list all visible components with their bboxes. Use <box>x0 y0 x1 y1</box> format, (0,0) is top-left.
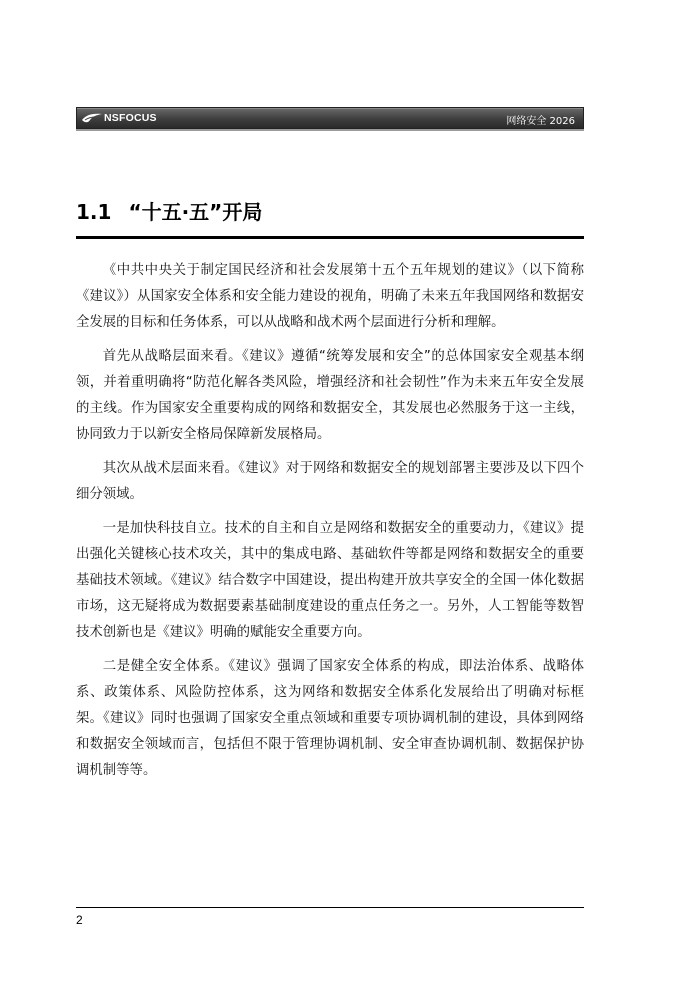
paragraph: 首先从战略层面来看。《建议》遵循“统筹发展和安全”的总体国家安全观基本纲领，并着重明确将“防范化解各类风险，增强经济和社会韧性”作为未来五年安全发展的主线。作为国家安全重要构成的网络和数据安全，其发展也必然服务于这一主线，协同致力于以新安全格局保障新发展格局。 <box>76 349 584 442</box>
paragraph: 二是健全安全体系。《建议》强调了国家安全体系的构成，即法治体系、战略体系、政策体系、风险防控体系，这为网络和数据安全体系化发展给出了明确对标框架。《建议》同时也强调了国家安全重点领域和重要专项协调机制的建设，具体到网络和数据安全领域而言，包括但不限于管理协调机制、安全审查协调机制、数据保护协调机制等等。 <box>76 659 584 778</box>
section-title-text: “十五·五”开局 <box>128 200 263 224</box>
nsfocus-logo <box>81 110 157 126</box>
report-title: 网络安全 2026 <box>506 116 575 127</box>
heading-rule <box>76 236 584 239</box>
section-heading <box>76 196 262 225</box>
nsfocus-emblem-icon <box>81 111 103 125</box>
page-number: 2 <box>76 913 83 927</box>
paragraph: 《中共中央关于制定国民经济和社会发展第十五个五年规划的建议》（以下简称《建议》）从国家安全体系和安全能力建设的视角，明确了未来五年我国网络和数据安全发展的目标和任务体系，可以从战略和战术两个层面进行分析和理解。 <box>76 263 584 330</box>
paragraph: 一是加快科技自立。技术的自主和自立是网络和数据安全的重要动力，《建议》提出强化关键核心技术攻关，其中的集成电路、基础软件等都是网络和数据安全的重要基础技术领域。《建议》结合数字中国建设，提出构建开放共享安全的全国一体化数据市场，这无疑将成为数据要素基础制度建设的重点任务之一。另外，人工智能等数智技术创新也是《建议》明确的赋能安全重要方向。 <box>76 521 584 640</box>
logo-text: NSFOCUS <box>104 112 157 124</box>
footer-rule <box>76 907 584 908</box>
paragraph: 其次从战术层面来看。《建议》对于网络和数据安全的规划部署主要涉及以下四个细分领域。 <box>76 461 584 502</box>
section-number: 1.1 <box>76 200 112 224</box>
body-text <box>76 258 584 792</box>
running-header <box>76 107 584 129</box>
